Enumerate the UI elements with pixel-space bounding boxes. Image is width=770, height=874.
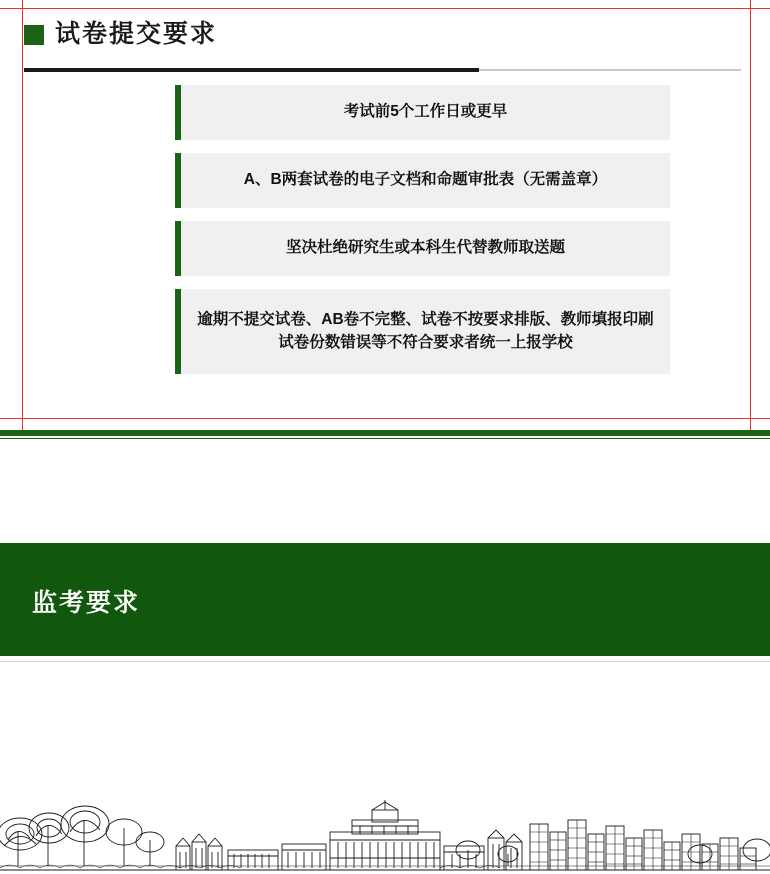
slide-divider-white-line xyxy=(0,436,770,438)
requirement-list xyxy=(175,85,670,387)
slide-title-row xyxy=(24,22,217,47)
section-title: 监考要求 xyxy=(32,589,141,617)
guide-line-top xyxy=(0,8,770,9)
page-title: 试卷提交要求 xyxy=(55,20,218,48)
banner-bottom-rule xyxy=(0,661,770,662)
list-item: A、B两套试卷的电子文档和命题审批表（无需盖章） xyxy=(175,153,670,208)
guide-line-right xyxy=(750,0,751,430)
title-underline-light xyxy=(479,69,741,71)
list-item: 坚决杜绝研究生或本科生代替教师取送题 xyxy=(175,221,670,276)
campus-skyline-illustration xyxy=(0,754,770,874)
square-bullet-icon xyxy=(24,25,44,45)
list-item: 考试前5个工作日或更早 xyxy=(175,85,670,140)
list-item: 逾期不提交试卷、AB卷不完整、试卷不按要求排版、教师填报印刷试卷份数错误等不符合要求者统一上报学校 xyxy=(175,289,670,374)
guide-line-left xyxy=(22,0,23,430)
guide-line-bottom xyxy=(0,418,770,419)
slide-invigilation-requirements xyxy=(0,439,770,874)
title-underline-dark xyxy=(24,68,479,72)
slide-exam-submission-requirements xyxy=(0,0,770,430)
section-banner xyxy=(0,543,770,656)
